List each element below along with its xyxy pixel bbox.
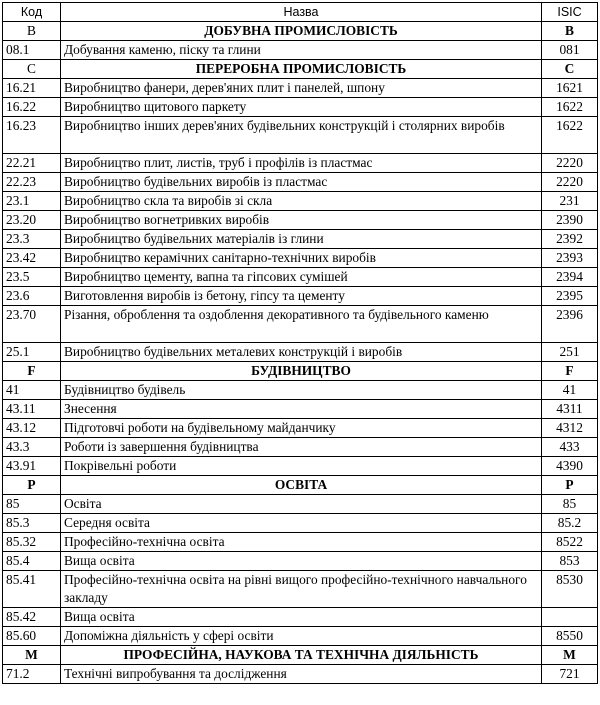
cell-name: Виготовлення виробів із бетону, гіпсу та цементу [61,287,542,306]
cell-isic: 2393 [542,249,598,268]
table-row [3,98,598,117]
cell-code: M [3,646,61,665]
header-isic: ISIC [542,3,598,22]
cell-isic: P [542,476,598,495]
cell-code: 23.5 [3,268,61,287]
cell-isic: 1621 [542,79,598,98]
cell-code: F [3,362,61,381]
cell-code: 23.6 [3,287,61,306]
table-row [3,495,598,514]
cell-code: 41 [3,381,61,400]
table-row [3,211,598,230]
cell-isic: 853 [542,552,598,571]
table-row [3,400,598,419]
cell-code: 25.1 [3,343,61,362]
cell-name: Вища освіта [61,608,542,627]
cell-name: Виробництво скла та виробів зі скла [61,192,542,211]
cell-name: Виробництво керамічних санітарно-технічних виробів [61,249,542,268]
table-row [3,249,598,268]
table-row [3,117,598,154]
header-name: Назва [61,3,542,22]
cell-name: Виробництво щитового паркету [61,98,542,117]
section-row [3,22,598,41]
classification-table [2,2,598,684]
table-row [3,154,598,173]
cell-isic: 231 [542,192,598,211]
cell-name: Технічні випробування та дослідження [61,665,542,684]
cell-isic: 85.2 [542,514,598,533]
cell-name: Виробництво фанери, дерев'яних плит і панелей, шпону [61,79,542,98]
cell-code: 22.21 [3,154,61,173]
cell-name: Виробництво цементу, вапна та гіпсових сумішей [61,268,542,287]
cell-name: Виробництво плит, листів, труб і профілів із пластмас [61,154,542,173]
cell-isic: 2396 [542,306,598,343]
cell-code: 23.3 [3,230,61,249]
cell-isic: 2220 [542,173,598,192]
cell-name: ОСВІТА [61,476,542,495]
cell-code: 43.91 [3,457,61,476]
cell-name: Покрівельні роботи [61,457,542,476]
table-row [3,608,598,627]
cell-isic: B [542,22,598,41]
cell-name: Виробництво будівельних металевих конструкцій і виробів [61,343,542,362]
cell-isic: 2394 [542,268,598,287]
cell-isic: M [542,646,598,665]
cell-isic: 4311 [542,400,598,419]
table-body [3,22,598,684]
table-row [3,665,598,684]
cell-code: 23.42 [3,249,61,268]
section-row [3,60,598,79]
cell-isic: 2392 [542,230,598,249]
cell-code: 43.12 [3,419,61,438]
cell-isic: 1622 [542,98,598,117]
cell-code: 43.3 [3,438,61,457]
cell-name: Виробництво будівельних виробів із пластмас [61,173,542,192]
cell-name: Добування каменю, піску та глини [61,41,542,60]
cell-code: 85.41 [3,571,61,608]
cell-isic [542,608,598,627]
cell-isic: 081 [542,41,598,60]
cell-code: 85.42 [3,608,61,627]
cell-isic: 41 [542,381,598,400]
table-row [3,438,598,457]
cell-code: 85.3 [3,514,61,533]
cell-isic: 4312 [542,419,598,438]
cell-name: Середня освіта [61,514,542,533]
cell-name: Виробництво будівельних матеріалів із глини [61,230,542,249]
cell-code: 85.32 [3,533,61,552]
cell-name: ПРОФЕСІЙНА, НАУКОВА ТА ТЕХНІЧНА ДІЯЛЬНІСТЬ [61,646,542,665]
table-row [3,533,598,552]
cell-isic: 8522 [542,533,598,552]
table-header-row [3,3,598,22]
cell-name: Вища освіта [61,552,542,571]
cell-name: Підготовчі роботи на будівельному майданчику [61,419,542,438]
table-row [3,192,598,211]
cell-code: 22.23 [3,173,61,192]
cell-code: 85 [3,495,61,514]
table-row [3,552,598,571]
table-row [3,268,598,287]
cell-code: 43.11 [3,400,61,419]
section-row [3,362,598,381]
cell-isic: 8550 [542,627,598,646]
table-row [3,514,598,533]
table-row [3,343,598,362]
cell-code: 23.1 [3,192,61,211]
cell-code: 71.2 [3,665,61,684]
cell-name: Професійно-технічна освіта [61,533,542,552]
table-row [3,627,598,646]
table-row [3,287,598,306]
cell-isic: 2395 [542,287,598,306]
cell-name: ДОБУВНА ПРОМИСЛОВІСТЬ [61,22,542,41]
cell-code: 16.21 [3,79,61,98]
cell-isic: 2220 [542,154,598,173]
cell-isic: 433 [542,438,598,457]
cell-isic: 4390 [542,457,598,476]
cell-code: 85.60 [3,627,61,646]
cell-name: Виробництво інших дерев'яних будівельних конструкцій і столярних виробів [61,117,542,154]
cell-code: 23.20 [3,211,61,230]
header-code: Код [3,3,61,22]
table-row [3,571,598,608]
cell-code: C [3,60,61,79]
cell-code: 16.22 [3,98,61,117]
cell-code: B [3,22,61,41]
cell-name: Роботи із завершення будівництва [61,438,542,457]
cell-isic: F [542,362,598,381]
cell-name: Виробництво вогнетривких виробів [61,211,542,230]
cell-isic: 1622 [542,117,598,154]
table-row [3,230,598,249]
cell-code: 08.1 [3,41,61,60]
table-row [3,381,598,400]
cell-isic: 721 [542,665,598,684]
table-row [3,419,598,438]
section-row [3,476,598,495]
cell-code: P [3,476,61,495]
table-row [3,79,598,98]
cell-name: Освіта [61,495,542,514]
cell-isic: 85 [542,495,598,514]
cell-isic: 2390 [542,211,598,230]
table-row [3,173,598,192]
table-row [3,306,598,343]
cell-code: 16.23 [3,117,61,154]
cell-name: БУДІВНИЦТВО [61,362,542,381]
cell-name: Будівництво будівель [61,381,542,400]
section-row [3,646,598,665]
cell-isic: C [542,60,598,79]
table-row [3,457,598,476]
cell-name: ПЕРЕРОБНА ПРОМИСЛОВІСТЬ [61,60,542,79]
cell-name: Знесення [61,400,542,419]
cell-isic: 8530 [542,571,598,608]
cell-name: Професійно-технічна освіта на рівні вищого професійно-технічного навчального закладу [61,571,542,608]
table-row [3,41,598,60]
cell-name: Допоміжна діяльність у сфері освіти [61,627,542,646]
cell-isic: 251 [542,343,598,362]
cell-code: 23.70 [3,306,61,343]
cell-name: Різання, оброблення та оздоблення декоративного та будівельного каменю [61,306,542,343]
cell-code: 85.4 [3,552,61,571]
